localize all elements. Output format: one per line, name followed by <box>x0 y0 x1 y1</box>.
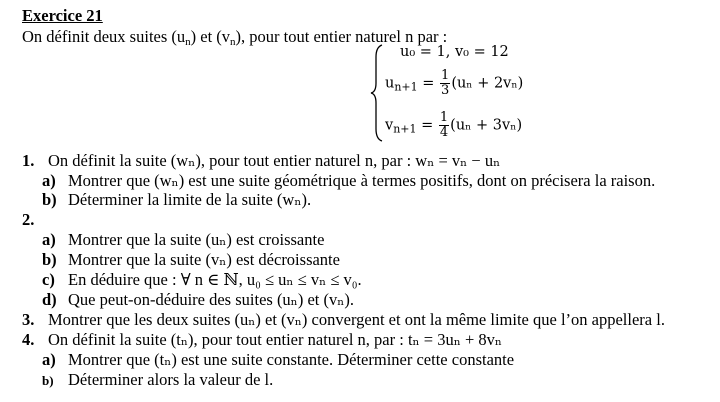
left-brace-icon <box>370 43 384 143</box>
question-2b <box>42 250 340 269</box>
subquestion-label: a) <box>42 230 56 249</box>
fraction-one-quarter <box>439 111 449 140</box>
fraction-num: 1 <box>439 110 449 125</box>
question-2a <box>42 230 324 249</box>
intro-part: On définit deux suites (u <box>22 27 186 46</box>
line3-rhs: (uₙ + 3vₙ) <box>450 117 523 134</box>
subquestion-label: d) <box>42 290 57 309</box>
subquestion-label: a) <box>42 350 56 369</box>
exercise-title: Exercice 21 <box>22 6 103 25</box>
question-4 <box>22 330 502 349</box>
question-2c <box>42 270 362 289</box>
intro-sub-2: n <box>230 36 236 48</box>
question-2 <box>22 210 48 229</box>
line3-eq: = <box>416 117 438 134</box>
subquestion-text: Montrer que la suite (vₙ) est décroissante <box>68 250 340 269</box>
subquestion-label: c) <box>42 270 55 289</box>
question-number: 1. <box>22 151 35 170</box>
question-2d <box>42 290 354 309</box>
system-line-1: u₀ = 1, v₀ = 12 <box>400 44 509 60</box>
subquestion-text: Que peut-on-déduire des suites (uₙ) et (vₙ). <box>68 290 354 309</box>
subquestion-label: b) <box>42 250 57 269</box>
subquestion-text: Montrer que la suite (uₙ) est croissante <box>68 230 325 249</box>
question-4a <box>42 350 514 369</box>
line3-sub: n+1 <box>393 122 417 136</box>
line2-lhs: u <box>385 75 395 92</box>
question-1a <box>42 171 655 190</box>
fraction-den: 3 <box>441 83 450 98</box>
fraction-one-third <box>440 69 450 98</box>
system-line-3 <box>385 111 522 140</box>
line2-sub: n+1 <box>394 80 418 94</box>
subquestion-text: Déterminer alors la valeur de l. <box>68 370 274 389</box>
question-4b <box>42 370 273 390</box>
subquestion-text: Montrer que (wₙ) est une suite géométrique à termes positifs, dont on précisera la raison. <box>68 171 656 190</box>
intro-part-end: ), pour tout entier naturel n par : <box>235 27 448 46</box>
recurrence-system <box>370 43 570 143</box>
fraction-num: 1 <box>441 68 450 83</box>
question-1 <box>22 151 500 170</box>
question-number: 2. <box>22 210 35 229</box>
question-text: On définit la suite (tₙ), pour tout entier naturel n, par : tₙ = 3uₙ + 8vₙ <box>48 330 503 349</box>
subquestion-label: a) <box>42 171 56 190</box>
line2-eq: = <box>417 75 440 92</box>
question-3 <box>22 310 665 329</box>
subquestion-text: Déterminer la limite de la suite (wₙ). <box>68 190 312 209</box>
subquestion-text: Montrer que (tₙ) est une suite constante. Déterminer cette constante <box>68 350 515 369</box>
line3-lhs: v <box>385 117 394 134</box>
fraction-den: 4 <box>439 125 449 140</box>
intro-sub-1: n <box>185 36 191 48</box>
question-text: On définit la suite (wₙ), pour tout entier naturel n, par : wₙ = vₙ − uₙ <box>48 151 501 170</box>
line2-rhs: (uₙ + 2vₙ) <box>451 75 524 92</box>
subquestion-label: b) <box>42 373 54 388</box>
question-number: 4. <box>22 330 35 349</box>
subquestion-label: b) <box>42 190 57 209</box>
question-text: Montrer que les deux suites (uₙ) et (vₙ) convergent et ont la même limite que l’on appellera l. <box>48 310 665 329</box>
question-1b <box>42 190 311 209</box>
system-line-2 <box>385 69 523 98</box>
question-number: 3. <box>22 310 35 329</box>
subquestion-text: En déduire que : ∀ n ∈ ℕ, u₀ ≤ uₙ ≤ vₙ ≤ v₀. <box>68 270 362 289</box>
intro-part-mid: ) et (v <box>190 27 231 46</box>
